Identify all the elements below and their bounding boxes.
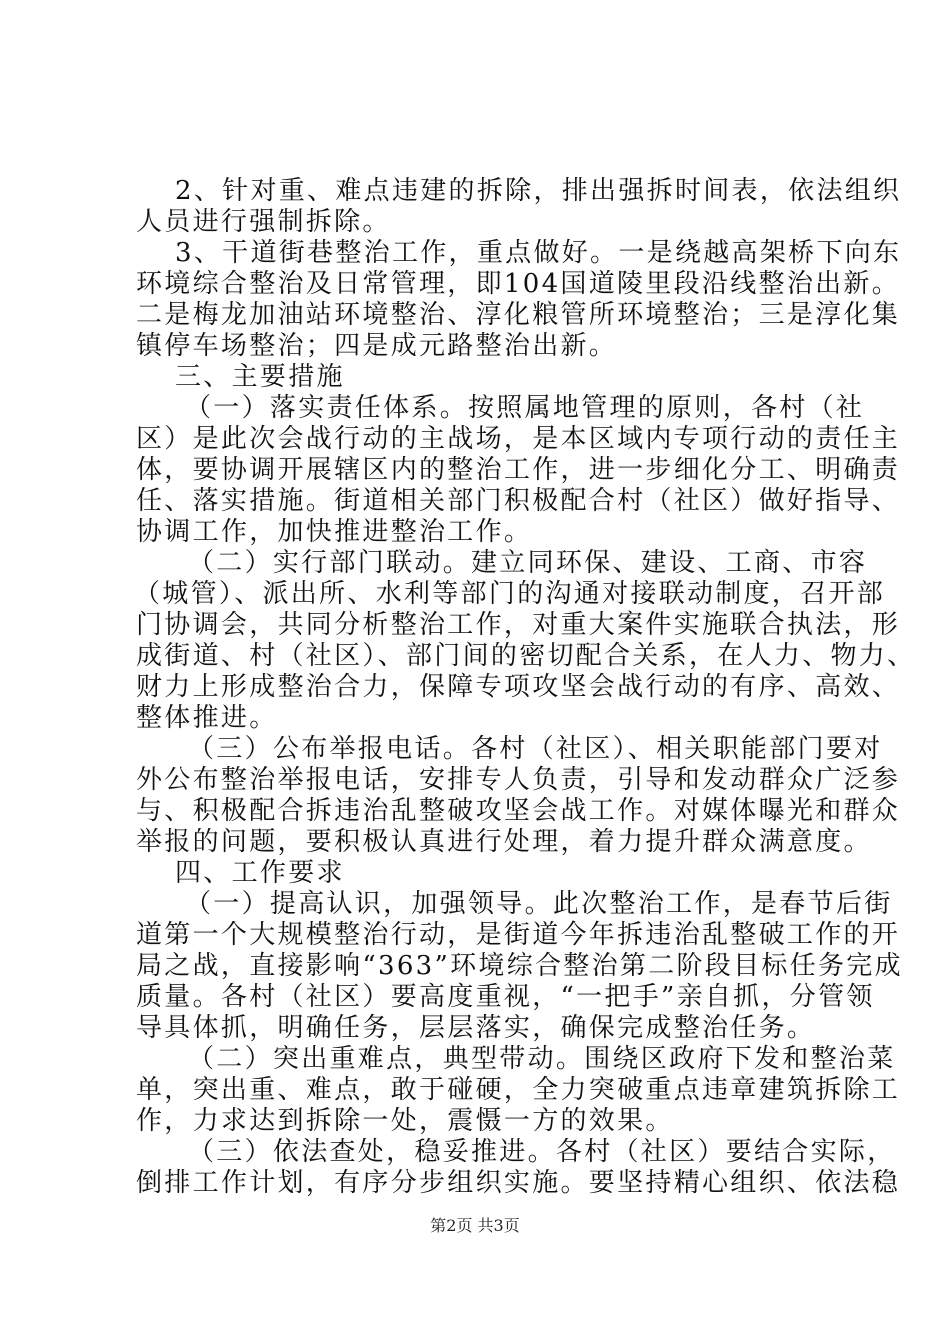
body-text-line: 二是梅龙加油站环境整治、淳化粮管所环境整治；三是淳化集 bbox=[136, 300, 901, 330]
body-text-line: （二）突出重难点，典型带动。围绕区政府下发和整治菜 bbox=[188, 1044, 896, 1074]
body-text-line: 作，力求达到拆除一处，震慑一方的效果。 bbox=[136, 1106, 674, 1136]
body-text-line: （二）实行部门联动。建立同环保、建设、工商、市容 bbox=[188, 548, 868, 578]
body-text-line: 门协调会，共同分析整治工作，对重大案件实施联合执法，形 bbox=[136, 610, 901, 640]
section-heading: 三、主要措施 bbox=[175, 362, 345, 392]
body-text-line: 整体推进。 bbox=[136, 703, 278, 733]
body-text-line: 外公布整治举报电话，安排专人负责，引导和发动群众广泛参 bbox=[136, 765, 901, 795]
body-text-line: （一）提高认识，加强领导。此次整治工作，是春节后街 bbox=[185, 889, 893, 919]
body-text-line: 举报的问题，要积极认真进行处理，着力提升群众满意度。 bbox=[136, 827, 872, 857]
body-text-line: 与、积极配合拆违治乱整破攻坚会战工作。对媒体曝光和群众 bbox=[136, 796, 901, 826]
body-text-line: 财力上形成整治合力，保障专项攻坚会战行动的有序、高效、 bbox=[136, 672, 901, 702]
body-text-line: （三）依法查处，稳妥推进。各村（社区）要结合实际， bbox=[188, 1137, 896, 1167]
body-text-line: 2、针对重、难点违建的拆除，排出强拆时间表，依法组织 bbox=[175, 176, 902, 206]
body-text-line: 单，突出重、难点，敢于碰硬，全力突破重点违章建筑拆除工 bbox=[136, 1075, 901, 1105]
body-text-line: 人员进行强制拆除。 bbox=[136, 207, 391, 237]
body-text-line: （城管）、派出所、水利等部门的沟通对接联动制度，召开部 bbox=[134, 579, 886, 609]
body-text-line: 环境综合整治及日常管理，即104国道陵里段沿线整治出新。 bbox=[136, 269, 901, 299]
body-text-line: 质量。各村（社区）要高度重视，“一把手”亲自抓，分管领 bbox=[136, 982, 875, 1012]
body-text-line: 体，要协调开展辖区内的整治工作，进一步细化分工、明确责 bbox=[136, 455, 901, 485]
body-text-line: 导具体抓，明确任务，层层落实，确保完成整治任务。 bbox=[136, 1013, 816, 1043]
body-text-line: 局之战，直接影响“363”环境综合整治第二阶段目标任务完成 bbox=[136, 951, 903, 981]
body-text-line: 协调工作，加快推进整治工作。 bbox=[136, 517, 533, 547]
body-text-line: （一）落实责任体系。按照属地管理的原则，各村（社 bbox=[185, 393, 865, 423]
body-text-line: （三）公布举报电话。各村（社区）、相关职能部门要对 bbox=[188, 734, 883, 764]
body-text-line: 道第一个大规模整治行动，是街道今年拆违治乱整破工作的开 bbox=[136, 920, 901, 950]
body-text-line: 倒排工作计划，有序分步组织实施。要坚持精心组织、依法稳 bbox=[136, 1168, 901, 1198]
body-text-line: 成街道、村（社区）、部门间的密切配合关系，在人力、物力、 bbox=[136, 641, 916, 671]
section-heading: 四、工作要求 bbox=[175, 858, 345, 888]
body-text-line: 镇停车场整治；四是成元路整治出新。 bbox=[136, 331, 618, 361]
body-text-line: 任、落实措施。街道相关部门积极配合村（社区）做好指导、 bbox=[136, 486, 901, 516]
page-indicator: 第2页 共3页 bbox=[430, 1216, 520, 1235]
body-text-line: 区）是此次会战行动的主战场，是本区域内专项行动的责任主 bbox=[136, 424, 901, 454]
body-text-line: 3、干道街巷整治工作，重点做好。一是绕越高架桥下向东 bbox=[175, 238, 902, 268]
